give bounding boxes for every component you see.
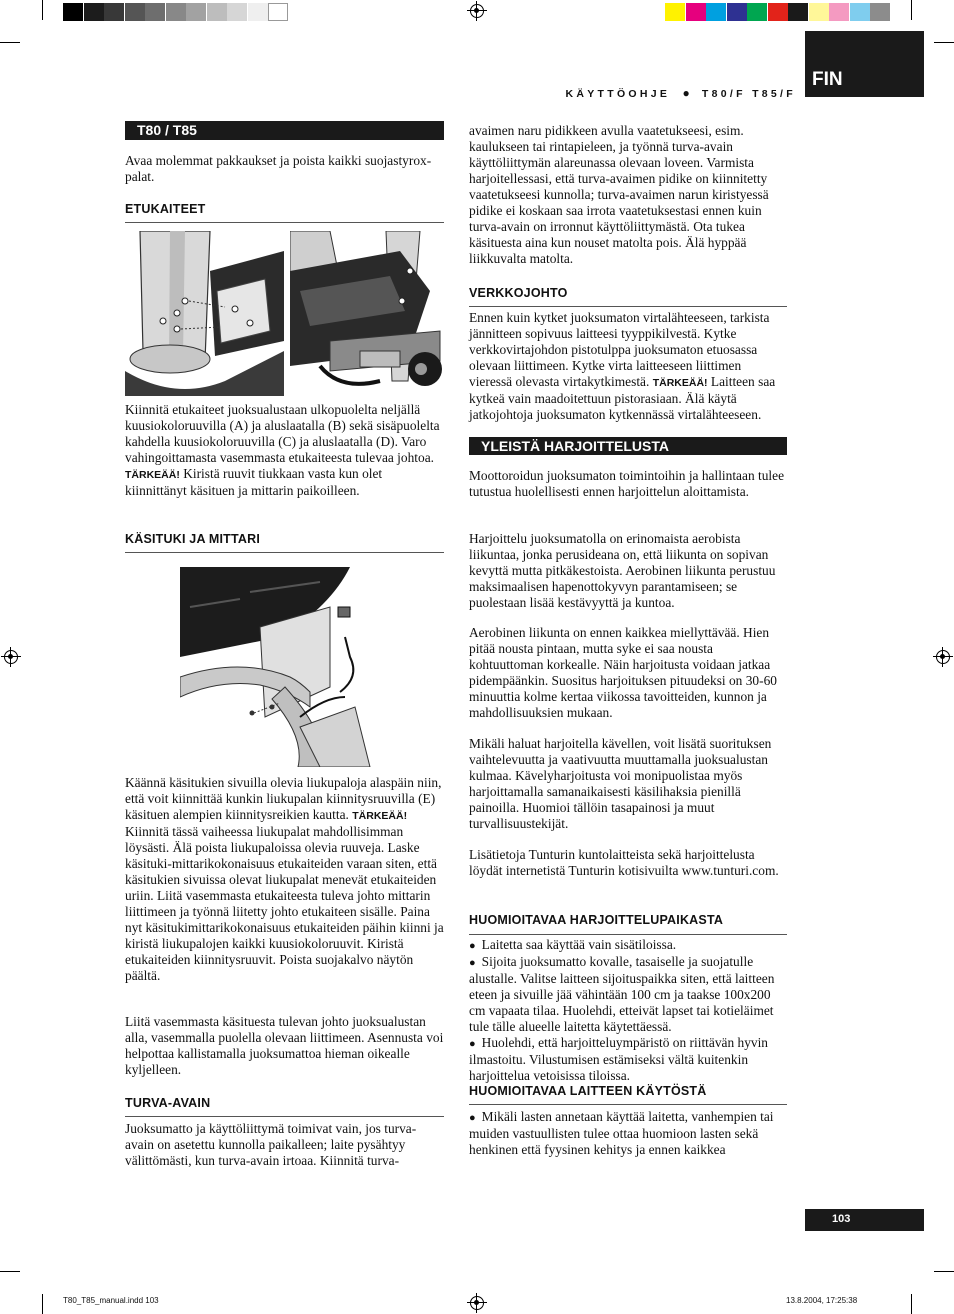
illustration-handlebar-console (180, 567, 388, 767)
list-item (469, 1109, 787, 1158)
etukaiteet-text-cont: Kiristä ruuvit tiukkaan vasta kun olet kiinnittänyt käsituen ja mittarin paikoilleen. (125, 466, 383, 498)
color-swatch (63, 3, 83, 21)
divider (125, 222, 444, 223)
bullet-icon: ● (469, 1038, 476, 1050)
intro-paragraph: Avaa molemmat pakkaukset ja poista kaikki suojastyrox-palat. (125, 153, 432, 184)
color-swatch (166, 3, 186, 21)
list-item-text: Sijoita juoksumatto kovalle, tasaiselle ja suojatulle alustalle. Valitse laitteen sijoituspaikka siten, että laitteen eteen ja sivuille jää vähintään 100 cm ja taakse 100x200 cm vapaata tilaa. Huolehdi, etteivät lapset tai kotieläimet tule tälle alueelle laitetta käytettäessä. (469, 954, 775, 1034)
illustration-front-rail-bolts (125, 231, 284, 396)
divider (469, 306, 787, 307)
color-swatch (84, 3, 104, 21)
heading-turva-avain: TURVA-AVAIN (125, 1096, 211, 1110)
divider (125, 1116, 444, 1117)
color-swatch (788, 3, 808, 21)
bullet-icon: ● (682, 86, 690, 100)
list-item-text: Mikäli lasten annetaan käyttää laitetta, vanhempien tai muiden vastuullisten tulee ottaa huomioon lasten sekä henkinen että fyysinen kehitys ja ennen kaikkea (469, 1109, 774, 1157)
list-item-text: Laitetta saa käyttää vain sisätiloissa. (481, 937, 677, 952)
verkkojohto-text-cont: Laitteen saa kytkeä vain maadoitettuun pistorasiaan. Älä käytä jatkojohtoja juoksumaton kytkennässä virtalähteeseen. (469, 374, 776, 422)
verkkojohto-text: Ennen kuin kytket juoksumaton virtalähteeseen, tarkista jännitteen sopivuus laitteesi tyyppikilvestä. Kytke verkkovirtajohdon pistotulppa juoksumaton etuosassa olevaan liittimeen. Kytke virta laitteeseen liittimen vieressä olevasta virtakytkimestä. (469, 310, 770, 389)
bullet-icon: ● (469, 1112, 476, 1124)
section-title-yleista-harjoittelusta (469, 437, 787, 455)
color-swatch (186, 3, 206, 21)
yleista-paragraph-2: Harjoittelu juoksumatolla on erinomaista aerobista liikuntaa, jonka perusideana on, että liikunta on sopivan kevyttä mutta pitkäkestoista. Aerobinen liikunta perustuu maksimaalisen hapenottokyvyn parantamiseen; se puolestaan lisää kestävyyttä ja kuntoa. (469, 531, 776, 610)
turva-avain-paragraph: Juoksumatto ja käyttöliittymä toimivat vain, jos turva-avain on asetettu kunnolla paikalleen; laite pysähtyy välittömästi, kun turva-avain irtoaa. Kiinnitä turva- (125, 1121, 417, 1168)
color-swatch (686, 3, 706, 21)
registration-mark-left-icon (4, 650, 18, 664)
color-swatch (768, 3, 788, 21)
kasituki-text-cont: Kiinnitä tässä vaiheessa liukupalat mahdollisimman löysästi. Älä poista liukupaloissa olevia ruuveja. Laske käsituki-mittarikokonaisuus etukaiteiden varaan siten, että käsitukien sivuissa olevat liukupalat menevät etukaiteiden uriin. Liitä vasemmasta etukaiteesta tuleva johto mittarin liittimeen ja työnnä liitetty johto etukaiteen sisälle. Paina nyt käsitukimittarikokonaisuus etukaiteiden päihin kiinni ja kiristä liukupalojen kaikki kuusiokoloruuvit. Kiristä etukaiteiden kiinnitysruuvit. Poista suojakalvo näytön päältä. (125, 824, 444, 983)
turva-avain-continued: avaimen naru pidikkeen avulla vaatetukseesi, esim. kaulukseen tai rintapieleen, ja työnnä turva-avain käyttöliittymän alareunassa olevaan loveen. Varmista harjoitellessasi, että turva-avaimen pidike on kiinnitetty vaatetukseesi kunnolla; turva-avaimen narun kiristyessä pidike ei koskaan saa irrota vaatetuksestasi ennen kuin turva-avain on irronnut käyttöliittymästä. Ota tukea käsituesta aina kun nouset matolta pois. Älä hyppää liikkuvalta matolta. (469, 123, 769, 266)
language-tab-label: FIN (812, 69, 843, 90)
color-swatch (706, 3, 726, 21)
important-label: TÄRKEÄÄ! (352, 810, 408, 822)
bullet-icon: ● (469, 957, 476, 969)
divider (125, 552, 444, 553)
heading-verkkojohto: VERKKOJOHTO (469, 286, 568, 300)
grey-color-bar (63, 0, 289, 24)
heading-kasituki-ja-mittari: KÄSITUKI JA MITTARI (125, 532, 261, 546)
yleista-paragraph-5: Lisätietoja Tunturin kuntolaitteista sekä harjoittelusta löydät internetistä Tunturin kotisivuilta www.tunturi.com. (469, 847, 779, 878)
important-label: TÄRKEÄÄ! (652, 377, 708, 389)
color-swatch (809, 3, 829, 21)
language-tab (805, 31, 924, 97)
color-swatch (268, 3, 288, 21)
verkkojohto-paragraph (469, 310, 787, 423)
running-head-model: T80/F T85/F (701, 88, 796, 100)
heading-laitteen-kaytosta: HUOMIOITAVAA LAITTEEN KÄYTÖSTÄ (469, 1084, 707, 1098)
color-swatch (145, 3, 165, 21)
process-color-bar (665, 0, 891, 24)
kasituki-text: Käännä käsitukien sivuilla olevia liukupaloja alaspäin niin, että voit kiinnittää kunkin liukupalan kiinnitysruuvilla (E) käsituen alempien kiinnitysreikien kautta. (125, 775, 442, 822)
color-swatch (104, 3, 124, 21)
yleista-paragraph-4: Mikäli haluat harjoitella kävellen, voit lisätä suorituksen vaihtelevuutta ja vaativuutta muuttamalla juoksualustan kulmaa. Kävelyharjoitusta voi monipuolistaa myös harjoittamalla samanaikaisesti käsilihaksia pienillä painoilla. Huomioi tällöin tasapainosi ja muut turvallisuustekijät. (469, 736, 772, 831)
etukaiteet-text: Kiinnitä etukaiteet juoksualustaan ulkopuolelta neljällä kuusiokoloruuvilla (A) ja aluslaatalla (B) sekä sisäpuolelta kahdella kuusiokoloruuvilla (C) ja aluslaatalla (D). Varo vahingoittamasta vasemmasta etukaiteesta tulevaa johtoa. (125, 402, 440, 465)
harjoittelupaikka-list (469, 937, 787, 1084)
heading-etukaiteet: ETUKAITEET (125, 202, 206, 216)
file-info: T80_T85_manual.indd 103 (63, 1296, 159, 1305)
page-number: 103 (832, 1213, 851, 1225)
color-swatch (227, 3, 247, 21)
divider (469, 934, 787, 935)
section-title-t80-t85 (125, 121, 444, 140)
list-item-text: Huolehdi, että harjoitteluympäristö on riittävän hyvin ilmastoitu. Vilustumisen estämiseksi vältä kuitenkin harjoittelua vetoisissa tiloissa. (469, 1035, 769, 1083)
color-swatch (665, 3, 685, 21)
color-swatch (727, 3, 747, 21)
bullet-icon: ● (469, 940, 476, 952)
registration-mark-top-icon (470, 4, 484, 18)
color-swatch (125, 3, 145, 21)
heading-harjoittelupaikka: HUOMIOITAVAA HARJOITTELUPAIKASTA (469, 913, 724, 927)
color-swatch (747, 3, 767, 21)
kasituki-paragraph (125, 775, 445, 984)
kasituki-paragraph-2: Liitä vasemmasta käsituesta tulevan johto juoksualustan alla, vasemmalla puolella olevaan liittimeen. Asennusta voi helpottaa kallistamalla juoksumattoa hieman oikealle kyljelleen. (125, 1014, 444, 1077)
divider (469, 1104, 787, 1105)
page-number-box (805, 1209, 924, 1231)
running-head (565, 86, 796, 100)
laitteen-kaytosta-list (469, 1109, 787, 1158)
yleista-paragraph-3: Aerobinen liikunta on ennen kaikkea miellyttävää. Hien pitää nousta pintaan, mutta syke ei saa nousta kohtuuttoman korkealle. Näin harjoitusta voidaan jatkaa pidempäänkin. Suositus harjoituksen pituudeksi on 30-60 minuuttia kolme kertaa viikossa tavoitteiden, kunnon ja mahdollisuuksien mukaan. (469, 625, 777, 720)
important-label: TÄRKEÄÄ! (125, 469, 180, 481)
running-head-title: KÄYTTÖOHJE (565, 88, 671, 100)
yleista-paragraph-1: Moottoroidun juoksumaton toimintoihin ja hallintaan tulee tutustua huolellisesti ennen harjoittelun aloittamista. (469, 468, 785, 499)
print-timestamp: 13.8.2004, 17:25:38 (786, 1296, 858, 1305)
color-swatch (850, 3, 870, 21)
list-item (469, 937, 787, 954)
color-swatch (829, 3, 849, 21)
list-item (469, 954, 787, 1035)
color-swatch (870, 3, 890, 21)
etukaiteet-paragraph (125, 402, 443, 499)
section-title-text: YLEISTÄ HARJOITTELUSTA (481, 438, 669, 454)
registration-mark-bottom-icon (470, 1296, 484, 1310)
color-swatch (248, 3, 268, 21)
section-title-text: T80 / T85 (137, 122, 197, 138)
illustration-rail-motor-cover (290, 231, 444, 396)
list-item (469, 1035, 787, 1084)
color-swatch (207, 3, 227, 21)
registration-mark-right-icon (936, 650, 950, 664)
